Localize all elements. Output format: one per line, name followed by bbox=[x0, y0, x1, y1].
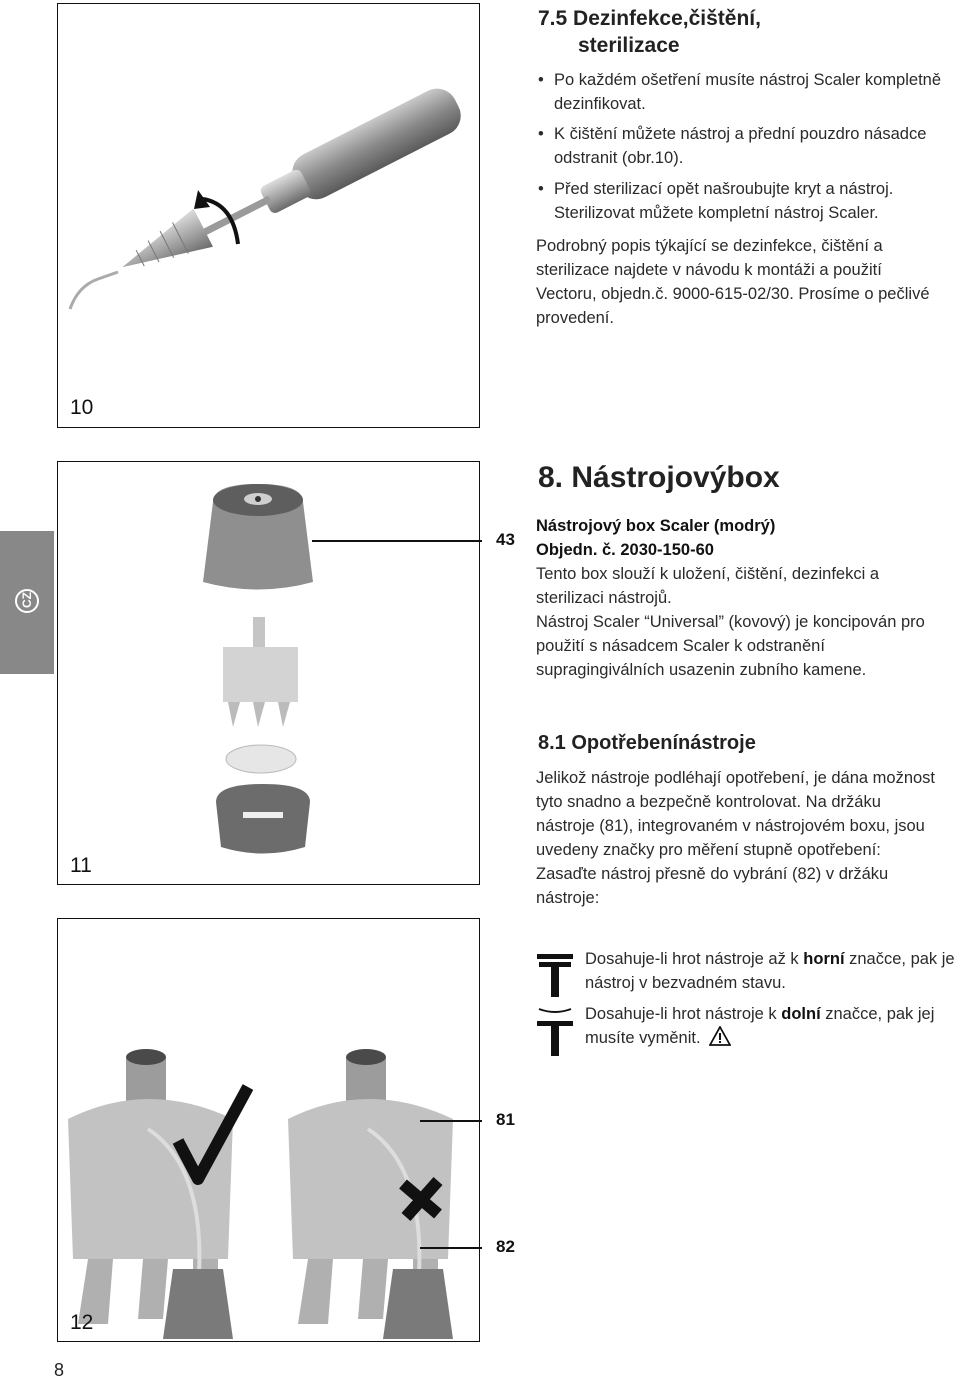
callout-82: 82 bbox=[496, 1237, 515, 1256]
section-title-line2: sterilizace bbox=[578, 34, 680, 57]
section-title bbox=[538, 5, 761, 59]
wear-item-text: Dosahuje-li hrot nástroje k bbox=[585, 1005, 782, 1023]
order-number: Objedn. č. 2030-150-60 bbox=[536, 541, 714, 559]
wear-item-text: značce, pak je nástroj v bezvadném stavu. bbox=[585, 950, 955, 992]
bullet-item: • Po každém ošetření musíte nástroj Scaler kompletně dezinfikovat. bbox=[536, 68, 944, 116]
wear-check-illustration bbox=[58, 919, 478, 1339]
warning-icon bbox=[709, 1026, 731, 1046]
page-number: 8 bbox=[54, 1360, 65, 1380]
callout-line-82 bbox=[420, 1247, 482, 1249]
callout-43: 43 bbox=[496, 530, 515, 549]
paragraph: Nástroj Scaler “Universal” (kovový) je koncipován pro použití s násadcem Scaler k odstranění supragingiválních usazenin zubního kamene. bbox=[536, 613, 925, 679]
paragraph: Jelikož nástroje podléhají opotřebení, je dána možnost tyto snadno a bezpečně kontrolovat. Na držáku nástroje (81), integrovaném v nástrojovém boxu, jsou uvedeny značky pro měření stupně opotřebení: Zasaďte nástroj přesně do vybrání (82) v držáku nástroje: bbox=[536, 769, 936, 907]
language-label: CZ bbox=[20, 592, 34, 608]
section-title: 8. Nástrojovýbox bbox=[538, 461, 780, 494]
figure-number: 11 bbox=[70, 854, 92, 877]
callout-81: 81 bbox=[496, 1110, 515, 1129]
bullet-item: • Před sterilizací opět našroubujte kryt a nástroj. Sterilizovat můžete kompletní nástroj Scaler. bbox=[536, 177, 944, 225]
scaler-disassembly-illustration bbox=[58, 4, 478, 426]
upper-mark-icon bbox=[535, 950, 575, 1000]
paragraph: Tento box slouží k uložení, čištění, dezinfekci a sterilizaci nástrojů. bbox=[536, 565, 880, 607]
lower-mark-icon bbox=[535, 1005, 575, 1060]
bullet-item: • K čištění můžete nástroj a přední pouzdro násadce odstranit (obr.10). bbox=[536, 122, 944, 170]
product-name: Nástrojový box Scaler (modrý) bbox=[536, 517, 776, 535]
language-tab bbox=[0, 531, 54, 674]
callout-line-81 bbox=[420, 1120, 482, 1122]
instrument-box-exploded-illustration bbox=[58, 462, 478, 882]
wear-item-bold: dolní bbox=[781, 1005, 821, 1023]
figure-12 bbox=[57, 918, 480, 1342]
wear-item-text: Dosahuje-li hrot nástroje až k bbox=[585, 950, 804, 968]
section-title: 8.1 Opotřebenínástroje bbox=[538, 732, 756, 754]
figure-number: 12 bbox=[70, 1311, 94, 1334]
figure-number: 10 bbox=[70, 396, 94, 419]
figure-10 bbox=[57, 3, 480, 428]
wear-item-text: značce, pak jej musíte vyměnit. bbox=[585, 1005, 935, 1047]
section-title-line1: 7.5 Dezinfekce,čištění, bbox=[538, 7, 761, 30]
wear-item-lower bbox=[585, 1002, 960, 1050]
paragraph: Podrobný popis týkající se dezinfekce, čištění a sterilizace najdete v návodu k montáži a použití Vectoru, objedn.č. 9000-615-02/30. Prosíme o pečlivé provedení. bbox=[536, 237, 930, 327]
figure-11 bbox=[57, 461, 480, 885]
wear-item-bold: horní bbox=[803, 950, 845, 968]
wear-item-upper bbox=[585, 947, 960, 995]
callout-line-43 bbox=[312, 540, 482, 542]
